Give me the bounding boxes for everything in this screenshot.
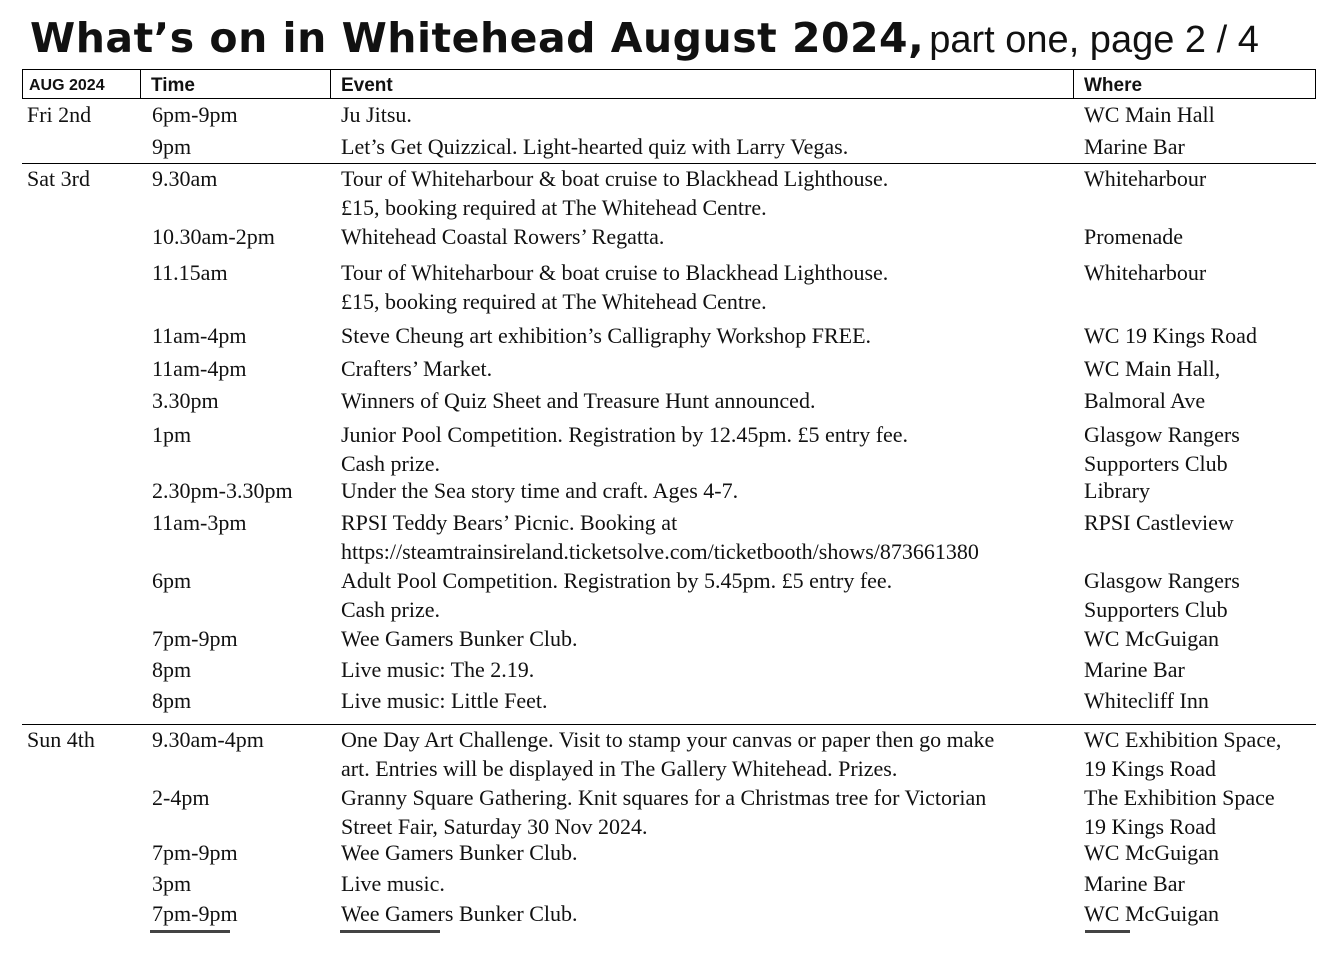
event-description: Junior Pool Competition. Registration by 12.45pm. £5 entry fee. [341, 422, 909, 447]
event-time: 6pm-9pm [152, 102, 238, 127]
event-location: 19 Kings Road [1084, 756, 1216, 781]
page-title [30, 14, 1259, 62]
event-time: 6pm [152, 568, 192, 593]
event-location: Balmoral Ave [1084, 388, 1206, 413]
event-location: Marine Bar [1084, 657, 1185, 682]
event-location: WC McGuigan [1084, 626, 1220, 651]
event-location: Marine Bar [1084, 134, 1185, 159]
event-time: 3pm [152, 871, 192, 896]
event-description: Under the Sea story time and craft. Ages 4-7. [341, 478, 739, 503]
event-time: 11.15am [152, 260, 228, 285]
event-description: Cash prize. [341, 597, 440, 622]
event-location: Supporters Club [1084, 597, 1228, 622]
event-location: Whitecliff Inn [1084, 688, 1209, 713]
table-header-row [22, 69, 1316, 99]
event-location: Marine Bar [1084, 871, 1185, 896]
event-location: Whiteharbour [1084, 166, 1207, 191]
column-header-time: Time [141, 70, 331, 98]
day-label: Sun 4th [27, 727, 95, 752]
event-time: 7pm-9pm [152, 626, 238, 651]
event-description: https://steamtrainsireland.ticketsolve.com/ticketbooth/shows/873661380 [341, 539, 979, 564]
event-description: Live music: The 2.19. [341, 657, 535, 682]
event-time: 11am-4pm [152, 323, 247, 348]
event-time: 8pm [152, 688, 192, 713]
event-location: Glasgow Rangers [1084, 422, 1240, 447]
page-title-sub: part one, page 2 / 4 [929, 19, 1259, 61]
column-header-event: Event [331, 70, 1074, 98]
event-time: 1pm [152, 422, 192, 447]
event-time: 10.30am-2pm [152, 224, 275, 249]
event-description: £15, booking required at The Whitehead Centre. [341, 195, 767, 220]
event-description: Live music. [341, 871, 445, 896]
event-description: Tour of Whiteharbour & boat cruise to Blackhead Lighthouse. [341, 166, 889, 191]
event-time: 9.30am [152, 166, 218, 191]
column-header-date: AUG 2024 [23, 70, 141, 98]
event-location: Supporters Club [1084, 451, 1228, 476]
event-time: 2.30pm-3.30pm [152, 478, 293, 503]
event-time: 2-4pm [152, 785, 210, 810]
event-time: 8pm [152, 657, 192, 682]
event-location: Glasgow Rangers [1084, 568, 1240, 593]
event-time: 9pm [152, 134, 192, 159]
event-description: Winners of Quiz Sheet and Treasure Hunt announced. [341, 388, 816, 413]
event-description: One Day Art Challenge. Visit to stamp your canvas or paper then go make [341, 727, 995, 752]
day-label: Sat 3rd [27, 166, 90, 191]
event-description: Whitehead Coastal Rowers’ Regatta. [341, 224, 665, 249]
event-location: RPSI Castleview [1084, 510, 1234, 535]
event-location: WC Main Hall [1084, 102, 1215, 127]
event-location: Whiteharbour [1084, 260, 1207, 285]
event-description: art. Entries will be displayed in The Gallery Whitehead. Prizes. [341, 756, 898, 781]
event-location: WC McGuigan [1084, 840, 1220, 865]
event-time: 3.30pm [152, 388, 219, 413]
event-time: 9.30am-4pm [152, 727, 264, 752]
event-time: 11am-3pm [152, 510, 247, 535]
event-location: Promenade [1084, 224, 1183, 249]
event-description: Street Fair, Saturday 30 Nov 2024. [341, 814, 648, 839]
event-description: Granny Square Gathering. Knit squares for a Christmas tree for Victorian [341, 785, 987, 810]
page-title-main: What’s on in Whitehead August 2024, [30, 14, 925, 62]
event-location: WC 19 Kings Road [1084, 323, 1257, 348]
day-label: Fri 2nd [27, 102, 92, 127]
event-location: Library [1084, 478, 1150, 503]
event-location: 19 Kings Road [1084, 814, 1216, 839]
event-location: WC Exhibition Space, [1084, 727, 1282, 752]
column-header-where: Where [1084, 75, 1143, 96]
event-description: Wee Gamers Bunker Club. [341, 901, 578, 926]
event-description: Tour of Whiteharbour & boat cruise to Blackhead Lighthouse. [341, 260, 889, 285]
event-time: 11am-4pm [152, 356, 247, 381]
event-description: Ju Jitsu. [341, 102, 412, 127]
event-description: Adult Pool Competition. Registration by 5.45pm. £5 entry fee. [341, 568, 893, 593]
event-description: Let’s Get Quizzical. Light-hearted quiz with Larry Vegas. [341, 134, 849, 159]
event-location: WC McGuigan [1084, 901, 1220, 926]
event-description: £15, booking required at The Whitehead Centre. [341, 289, 767, 314]
event-description: Steve Cheung art exhibition’s Calligraphy Workshop FREE. [341, 323, 872, 348]
event-description: RPSI Teddy Bears’ Picnic. Booking at [341, 510, 678, 535]
event-description: Wee Gamers Bunker Club. [341, 840, 578, 865]
event-time: 7pm-9pm [152, 840, 238, 865]
event-location: The Exhibition Space [1084, 785, 1275, 810]
event-time: 7pm-9pm [152, 901, 238, 926]
event-description: Live music: Little Feet. [341, 688, 548, 713]
event-description: Cash prize. [341, 451, 440, 476]
event-description: Crafters’ Market. [341, 356, 493, 381]
page-cutoff-edge [0, 930, 1335, 966]
event-description: Wee Gamers Bunker Club. [341, 626, 578, 651]
event-location: WC Main Hall, [1084, 356, 1221, 381]
